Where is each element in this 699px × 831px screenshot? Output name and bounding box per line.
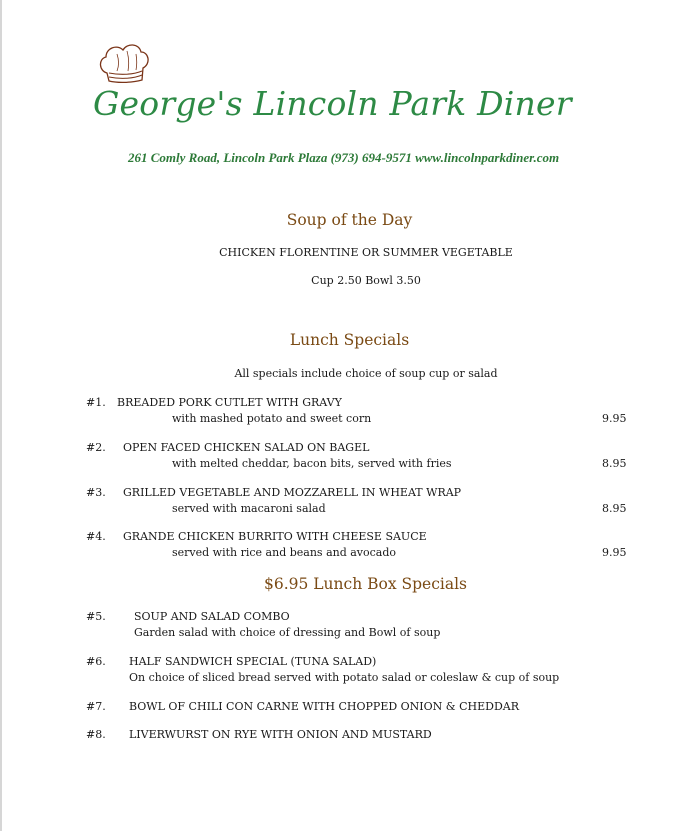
item-name: BOWL OF CHILI CON CARNE WITH CHOPPED ONION & CHEDDAR — [129, 700, 519, 713]
box-item-5-description: Garden salad with choice of dressing and Bowl of soup — [134, 626, 441, 639]
box-item-5-title — [86, 610, 290, 623]
item-number: #5. — [86, 610, 106, 623]
item-name: BREADED PORK CUTLET WITH GRAVY — [117, 396, 342, 409]
lunch-specials-note: All specials include choice of soup cup or salad — [234, 367, 498, 380]
lunch-item-3-price: 8.95 — [602, 502, 627, 515]
lunch-item-1-description: with mashed potato and sweet corn — [172, 412, 372, 425]
box-item-8-title — [86, 728, 432, 741]
page-border — [0, 0, 2, 831]
soup-options: CHICKEN FLORENTINE OR SUMMER VEGETABLE — [219, 246, 513, 259]
item-name: SOUP AND SALAD COMBO — [134, 610, 290, 623]
item-name: GRILLED VEGETABLE AND MOZZARELL IN WHEAT WRAP — [123, 486, 462, 499]
lunch-item-2-price: 8.95 — [602, 457, 627, 470]
chef-hat-icon — [97, 40, 151, 88]
lunch-item-3-title — [86, 486, 461, 499]
lunch-item-1-title — [86, 396, 342, 409]
item-number: #7. — [86, 700, 106, 713]
lunch-item-3-description: served with macaroni salad — [172, 502, 326, 515]
item-number: #4. — [86, 530, 106, 543]
item-name: GRANDE CHICKEN BURRITO WITH CHEESE SAUCE — [123, 530, 427, 543]
item-number: #6. — [86, 655, 106, 668]
lunch-item-4-price: 9.95 — [602, 546, 627, 559]
item-number: #1. — [86, 396, 106, 409]
soup-prices: Cup 2.50 Bowl 3.50 — [311, 274, 421, 287]
item-name: OPEN FACED CHICKEN SALAD ON BAGEL — [123, 441, 370, 454]
lunch-item-2-description: with melted cheddar, bacon bits, served with fries — [172, 457, 452, 470]
box-item-6-title — [86, 655, 376, 668]
soup-heading: Soup of the Day — [286, 211, 413, 229]
restaurant-name: George's Lincoln Park Diner — [93, 84, 572, 123]
box-item-7-title — [86, 700, 519, 713]
lunch-item-1-price: 9.95 — [602, 412, 627, 425]
lunch-item-4-description: served with rice and beans and avocado — [172, 546, 397, 559]
lunch-box-heading: $6.95 Lunch Box Specials — [263, 575, 468, 593]
box-item-6-description: On choice of sliced bread served with potato salad or coleslaw & cup of soup — [129, 671, 560, 684]
item-name: HALF SANDWICH SPECIAL (TUNA SALAD) — [129, 655, 377, 668]
item-number: #3. — [86, 486, 106, 499]
lunch-item-2-title — [86, 441, 369, 454]
lunch-specials-heading: Lunch Specials — [289, 331, 410, 349]
item-number: #8. — [86, 728, 106, 741]
item-name: LIVERWURST ON RYE WITH ONION AND MUSTARD — [129, 728, 432, 741]
lunch-item-4-title — [86, 530, 427, 543]
item-number: #2. — [86, 441, 106, 454]
address-line: 261 Comly Road, Lincoln Park Plaza (973) 694-9571 www.lincolnparkdiner.com — [128, 150, 560, 165]
